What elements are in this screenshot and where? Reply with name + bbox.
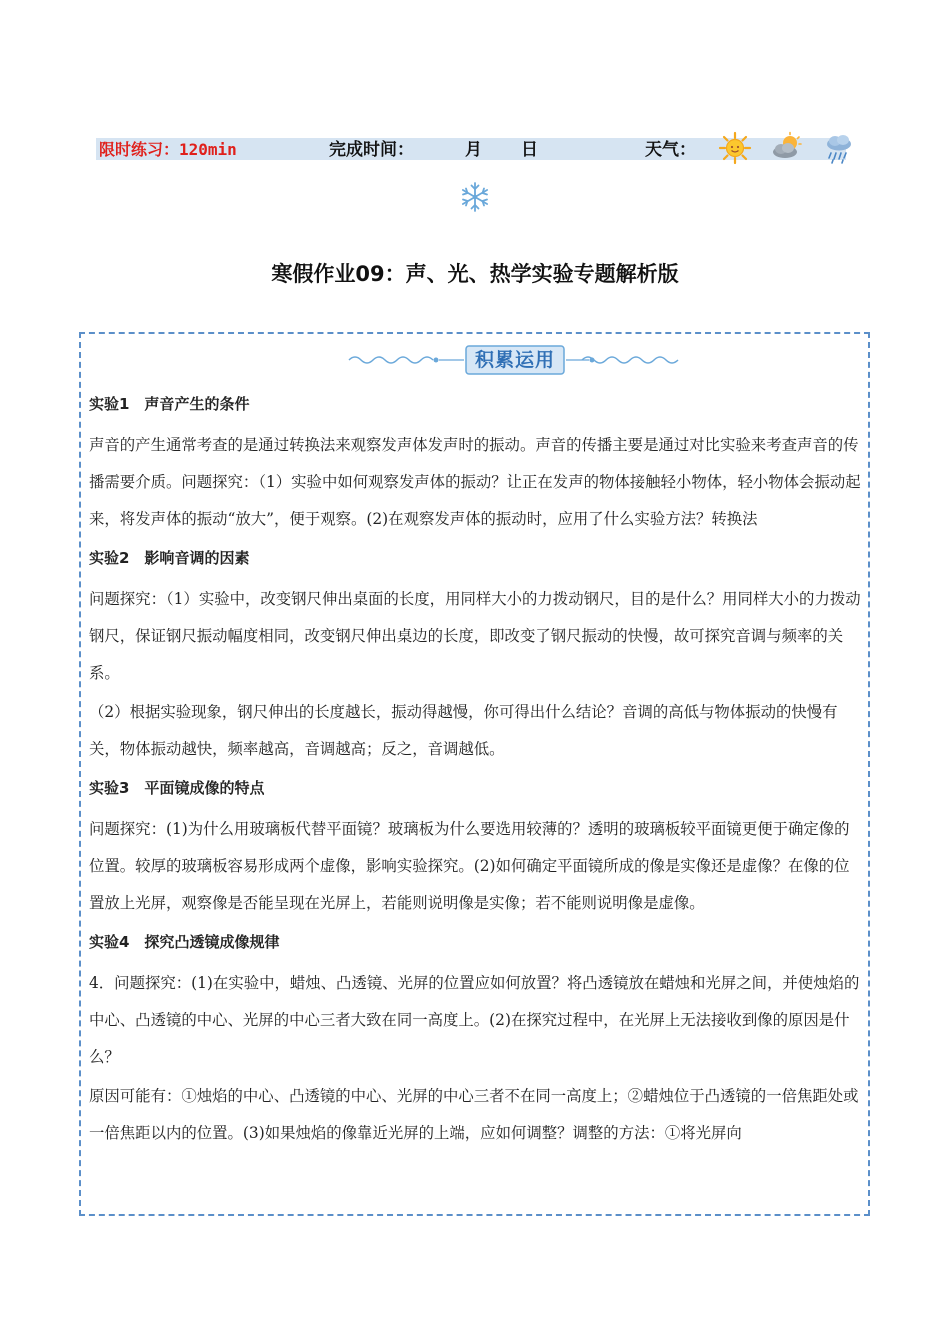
banner-label: 积累运用 bbox=[474, 349, 555, 371]
paragraph: 原因可能有：①烛焰的中心、凸透镜的中心、光屏的中心三者不在同一高度上；②蜡烛位于凸透镜的一倍焦距处或一倍焦距以内的位置。(3)如果烛焰的像靠近光屏的上端，应如何调整？调整的方法：①将光屏向 bbox=[89, 1087, 859, 1142]
month-label: 月 bbox=[465, 140, 482, 160]
cloud-sun-icon bbox=[770, 131, 804, 165]
complete-time-label: 完成时间： bbox=[329, 140, 414, 160]
snowflake-icon bbox=[459, 181, 491, 213]
rain-cloud-icon bbox=[822, 131, 856, 165]
day-label: 日 bbox=[521, 140, 538, 160]
paragraph: 声音的产生通常考查的是通过转换法来观察发声体发声时的振动。声音的传播主要是通过对比实验来考查声音的传播需要介质。问题探究：（1）实验中如何观察发声体的振动？让正在发声的物体接触轻小物体，轻小物体会振动起来，将发声体的振动“放大”，便于观察。(2)在观察发声体的振动时，应用了什么实验方法？转换法 bbox=[89, 436, 861, 528]
section-heading: 实验4 探究凸透镜成像规律 bbox=[89, 933, 280, 951]
section-heading: 实验2 影响音调的因素 bbox=[89, 549, 250, 567]
sun-icon bbox=[718, 131, 752, 165]
content-box bbox=[79, 332, 870, 1216]
paragraph: 4．问题探究：(1)在实验中，蜡烛、凸透镜、光屏的位置应如何放置？将凸透镜放在蜡烛和光屏之间，并使烛焰的中心、凸透镜的中心、光屏的中心三者大致在同一高度上。(2)在探究过程中，在光屏上无法接收到像的原因是什么？ bbox=[89, 974, 860, 1066]
section-heading: 实验1 声音产生的条件 bbox=[89, 395, 250, 413]
paragraph: 问题探究：(1)为什么用玻璃板代替平面镜？玻璃板为什么要选用较薄的？透明的玻璃板较平面镜更便于确定像的位置。较厚的玻璃板容易形成两个虚像，影响实验探究。(2)如何确定平面镜所成的像是实像还是虚像？在像的位置放上光屏，观察像是否能呈现在光屏上，若能则说明像是实像；若不能则说明像是虚像。 bbox=[89, 820, 850, 912]
paragraph: 问题探究：（1）实验中，改变钢尺伸出桌面的长度，用同样大小的力拨动钢尺，目的是什么？用同样大小的力拨动钢尺，保证钢尺振动幅度相同，改变钢尺伸出桌边的长度，即改变了钢尺振动的快慢，故可探究音调与频率的关系。 bbox=[89, 590, 861, 682]
weather-label: 天气： bbox=[645, 140, 696, 160]
paragraph: （2）根据实验现象，钢尺伸出的长度越长，振动得越慢，你可得出什么结论？音调的高低与物体振动的快慢有关，物体振动越快，频率越高，音调越高；反之，音调越低。 bbox=[89, 703, 838, 758]
section-heading: 实验3 平面镜成像的特点 bbox=[89, 779, 265, 797]
time-limit-label: 限时练习：120min bbox=[99, 140, 237, 159]
page-title: 寒假作业09：声、光、热学实验专题解析版 bbox=[271, 262, 679, 286]
content bbox=[89, 384, 862, 1154]
